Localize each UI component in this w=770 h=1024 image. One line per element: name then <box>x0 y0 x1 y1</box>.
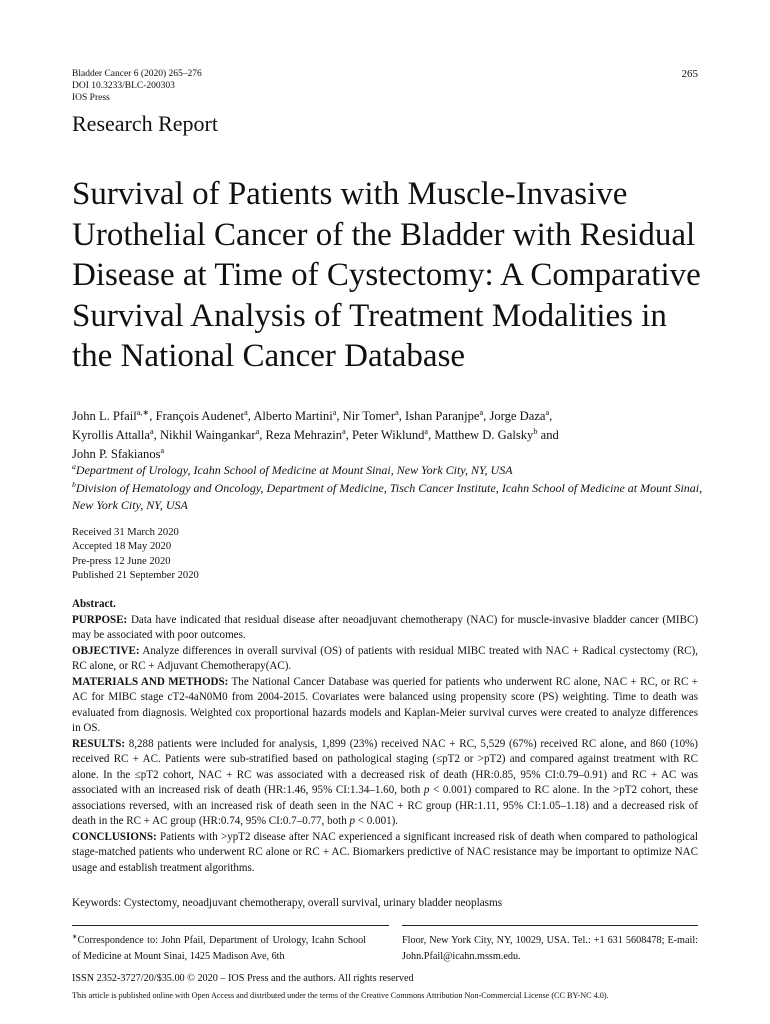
author-name: John L. Pfail$^{a,∗}$ <box>72 407 150 423</box>
footnote-rule-right <box>402 925 698 926</box>
doi[interactable]: DOI 10.3233/BLC-200303 <box>72 81 175 91</box>
running-header <box>72 68 202 104</box>
author-name: Matthew D. Galsky$^b$ <box>434 426 538 442</box>
author-affiliation-mark: a <box>424 426 429 436</box>
affiliations <box>72 462 712 515</box>
author-affiliation-mark: a <box>479 407 484 417</box>
abstract-conclusions: CONCLUSIONS: Patients with >ypT2 disease after NAC experienced a significant increased risk of death when compared to pathological stage-matched patients who underwent RC alone or RC + AC. Biomarkers predictive of NAC resistance may be important to optimize NAC usage and establish treatment algorithms. <box>72 830 698 874</box>
publication-dates <box>72 526 199 584</box>
author-affiliation-mark: a <box>160 445 165 455</box>
author-name: Nikhil Waingankar$^a$ <box>159 426 260 442</box>
author-name: Nir Tomer$^a$ <box>342 407 399 423</box>
abstract-methods: MATERIALS AND METHODS: The National Cancer Database was queried for patients who underwent RC alone, NAC + RC, or RC + AC for MIBC stage cT2-4aN0M0 from 2004-2015. Covariates were balanced using propensity score (PS) weighting. Time to death was evaluated from diagnosis. Weighted cox proportional hazards models and Kaplan-Meier survival curves were created to analyze differences in OS. <box>72 675 698 734</box>
license-notice: This article is published online with Open Access and distributed under the terms of the Creative Commons Attribution Non-Commercial License (CC BY-NC 4.0). <box>72 991 609 1000</box>
abstract <box>72 597 698 876</box>
author-affiliation-mark: a,∗ <box>136 407 150 417</box>
correspondence-footnote-right: Floor, New York City, NY, 10029, USA. Tel.: +1 631 5608478; E-mail: John.Pfail@icahn.mssm.edu. <box>402 935 698 962</box>
author-affiliation-mark: a <box>244 407 248 417</box>
author-affiliation-mark: a <box>332 407 337 417</box>
author-list: John L. Pfail$^{a,∗}$, François Audenet$^a$, Alberto Martini$^a$, Nir Tomer$^a$, Ishan Paranjpe$^a$, Jorge Daza$^a$, Kyrollis Attalla$^a$, Nikhil Waingankar$^a$, Reza Mehrazin$^a$, Peter Wiklund$^a$, Matthew D. Galsky$^b$ and John P. Sfakianos$^a$ <box>72 407 559 461</box>
abstract-results: RESULTS: 8,288 patients were included for analysis, 1,899 (23%) received NAC + RC, 5,529 (67%) received RC alone, and 860 (10%) received RC + AC. Patients were sub-stratified based on pathological staging (≤pT2 or >pT2) and compared against treatment with RC alone. In the ≤pT2 cohort, NAC + RC was associated with a decreased risk of death (HR:0.85, 95% CI:0.79–0.91) and RC + AC was associated with an increased risk of death (HR:1.46, 95% CI:1.34–1.60, both p < 0.001) compared to RC alone. In the >pT2 cohort, these associations reversed, with an increased risk of death seen in the NAC + RC group (HR:1.11, 95% CI:1.05–1.18) and a decreased risk of death in the RC + AC group (HR:0.74, 95% CI:0.7–0.77, both p < 0.001). <box>72 737 698 827</box>
article-title: Survival of Patients with Muscle-Invasive Urothelial Cancer of the Bladder with Residual Disease at Time of Cystectomy: A Comparative Survival Analysis of Treatment Modalities in the National Cancer Database <box>72 176 701 374</box>
author-name: Peter Wiklund$^a$ <box>352 426 429 442</box>
abstract-purpose: PURPOSE: Data have indicated that residual disease after neoadjuvant chemotherapy (NAC) for muscle-invasive bladder cancer (MIBC) may be associated with poor outcomes. <box>72 613 698 641</box>
prepress-date: Pre-press 12 June 2020 <box>72 555 171 567</box>
author-name: Ishan Paranjpe$^a$ <box>405 407 484 423</box>
correspondence-footnote-left: ∗Correspondence to: John Pfail, Department of Urology, Icahn School of Medicine at Mount Sinai, 1425 Madison Ave, 6th <box>72 933 366 962</box>
footnote-rule-left <box>72 925 389 926</box>
abstract-heading: Abstract. <box>72 598 116 610</box>
accepted-date: Accepted 18 May 2020 <box>72 541 172 553</box>
author-affiliation-mark: a <box>395 407 399 417</box>
author-affiliation-mark: a <box>255 426 260 436</box>
author-affiliation-mark: a <box>342 426 346 436</box>
section-label: Research Report <box>72 111 218 136</box>
journal-citation: Bladder Cancer 6 (2020) 265–276 <box>72 69 202 79</box>
author-affiliation-mark: a <box>150 426 154 436</box>
publisher: IOS Press <box>72 93 110 103</box>
author-affiliation-mark: a <box>545 407 550 417</box>
author-name: Alberto Martini$^a$ <box>253 407 337 423</box>
received-date: Received 31 March 2020 <box>72 527 179 538</box>
author-name: Kyrollis Attalla$^a$ <box>72 426 154 442</box>
affiliation-b: $^b$Division of Hematology and Oncology, Department of Medicine, Tisch Cancer Institute, Icahn School of Medicine at Mount Sinai, New York City, NY, USA <box>72 479 703 512</box>
published-date: Published 21 September 2020 <box>72 570 199 582</box>
issn-copyright: ISSN 2352-3727/20/$35.00 © 2020 – IOS Press and the authors. All rights reserved <box>72 973 414 984</box>
author-name: Jorge Daza$^a$ <box>489 407 550 423</box>
author-name: Reza Mehrazin$^a$ <box>265 426 346 442</box>
author-name: John P. Sfakianos$^a$ <box>72 445 165 461</box>
affiliation-a: $^a$Department of Urology, Icahn School of Medicine at Mount Sinai, New York City, NY, USA <box>72 462 513 477</box>
author-affiliation-mark: b <box>533 426 538 436</box>
author-name: François Audenet$^a$ <box>155 407 248 423</box>
abstract-objective: OBJECTIVE: Analyze differences in overall survival (OS) of patients with residual MIBC treated with NAC + Radical cystectomy (RC), RC alone, or RC + Adjuvant Chemotherapy(AC). <box>72 644 698 672</box>
keywords: Keywords: Cystectomy, neoadjuvant chemotherapy, overall survival, urinary bladder neoplasms <box>72 897 503 909</box>
page-number: 265 <box>681 68 698 80</box>
